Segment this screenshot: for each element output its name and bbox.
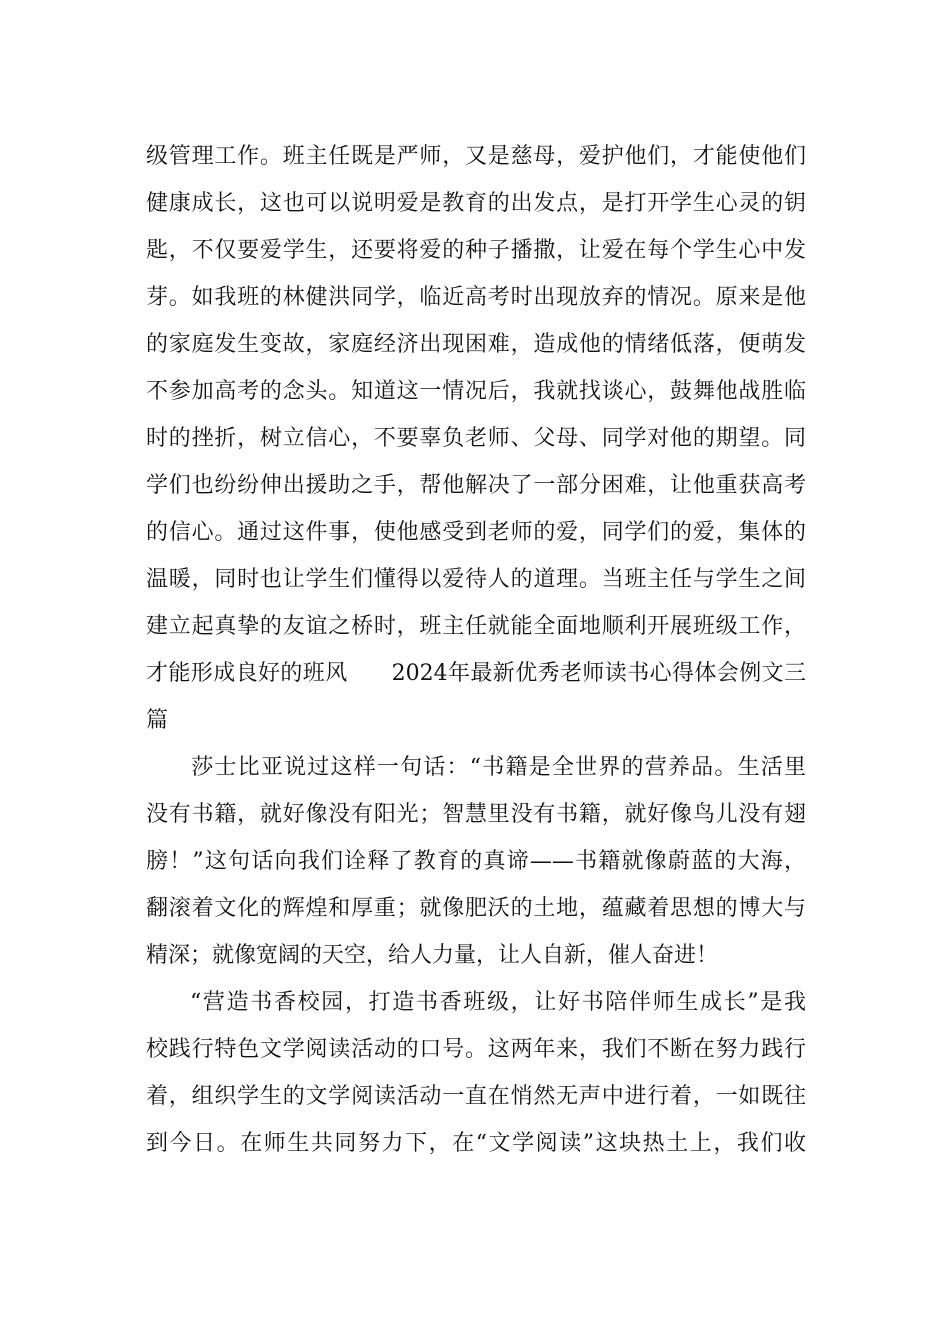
- text-line: 没有书籍，就好像没有阳光；智慧里没有书籍，就好像鸟儿没有翅: [146, 802, 806, 827]
- text-line: 精深；就像宽阔的天空，给人力量，让人自新，催人奋进！: [146, 943, 719, 968]
- text-line: 的家庭发生变故，家庭经济出现困难，造成他的情绪低落，便萌发: [146, 332, 806, 357]
- text-line: 温暖，同时也让学生们懂得以爱待人的道理。当班主任与学生之间: [146, 567, 806, 592]
- text-line: 着，组织学生的文学阅读活动一直在悄然无声中进行着，一如既往: [146, 1084, 806, 1109]
- text-line: 时的挫折，树立信心，不要辜负老师、父母、同学对他的期望。同: [146, 426, 806, 451]
- paragraph-tail: 才能形成良好的班风: [146, 661, 348, 686]
- text-line: 健康成长，这也可以说明爱是教育的出发点，是打开学生心灵的钥: [146, 191, 806, 216]
- section-heading-continued: 篇: [146, 708, 169, 733]
- section-heading: 2024年最新优秀老师读书心得体会例文三: [391, 661, 806, 686]
- text-line: 建立起真挚的友谊之桥时，班主任就能全面地顺利开展班级工作，: [146, 614, 806, 639]
- text-line: 莎士比亚说过这样一句话：“书籍是全世界的营养品。生活里: [190, 755, 806, 780]
- text-line-with-heading: [146, 650, 806, 697]
- text-line: 级管理工作。班主任既是严师，又是慈母，爱护他们，才能使他们: [146, 144, 806, 169]
- text-line: 不参加高考的念头。知道这一情况后，我就找谈心，鼓舞他战胜临: [146, 379, 806, 404]
- text-line: 翻滚着文化的辉煌和厚重；就像肥沃的土地，蕴藏着思想的博大与: [146, 896, 806, 921]
- text-line: 的信心。通过这件事，使他感受到老师的爱，同学们的爱，集体的: [146, 520, 806, 545]
- text-line: “营造书香校园，打造书香班级，让好书陪伴师生成长”是我: [190, 990, 806, 1015]
- text-line: 芽。如我班的林健洪同学，临近高考时出现放弃的情况。原来是他: [146, 285, 806, 310]
- text-line: 膀！”这句话向我们诠释了教育的真谛——书籍就像蔚蓝的大海，: [146, 849, 806, 874]
- text-line: 到今日。在师生共同努力下，在“文学阅读”这块热土上，我们收: [146, 1131, 806, 1156]
- document-body: [146, 133, 806, 1167]
- text-line: 匙，不仅要爱学生，还要将爱的种子播撒，让爱在每个学生心中发: [146, 238, 806, 263]
- text-line: 校践行特色文学阅读活动的口号。这两年来，我们不断在努力践行: [146, 1037, 806, 1062]
- text-line: 学们也纷纷伸出援助之手，帮他解决了一部分困难，让他重获高考: [146, 473, 806, 498]
